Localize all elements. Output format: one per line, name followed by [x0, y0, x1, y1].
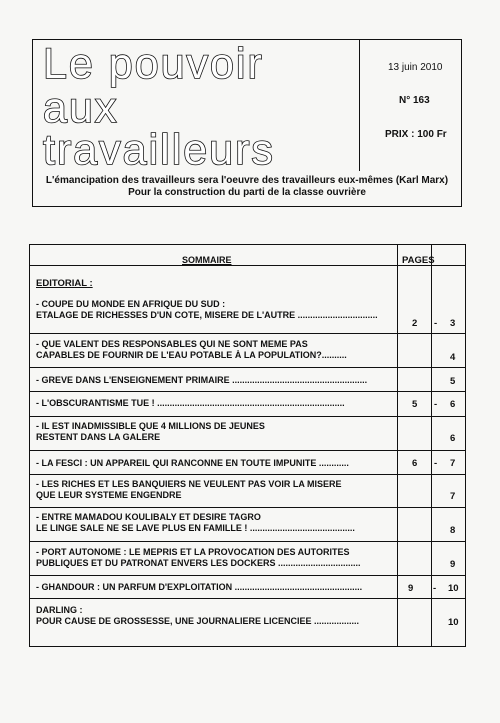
page-start: 9	[408, 583, 414, 594]
page-range-dash: -	[434, 458, 438, 469]
page-end: 3	[450, 318, 456, 329]
page-number: 4	[450, 352, 456, 363]
masthead	[32, 39, 462, 207]
editorial-label: EDITORIAL :	[36, 278, 93, 289]
page-range-dash: -	[434, 399, 438, 410]
pages-heading: PAGES	[402, 255, 435, 266]
toc-entry	[36, 512, 396, 534]
toc-entry-line: RESTENT DANS LA GALERE	[36, 432, 161, 442]
page-end: 7	[450, 458, 456, 469]
toc-entry	[36, 339, 396, 361]
separator	[30, 450, 465, 451]
separator	[30, 367, 465, 368]
toc-entry	[36, 421, 396, 443]
separator	[30, 391, 465, 392]
masthead-title-line2: aux	[43, 84, 119, 132]
page-number: 8	[450, 525, 456, 536]
toc-entry-line: CAPABLES DE FOURNIR DE L'EAU POTABLE À LA POPULATION?..........	[36, 350, 347, 360]
page-end: 10	[448, 583, 459, 594]
issue-number: N° 163	[399, 95, 430, 106]
page-start: 2	[412, 318, 418, 329]
toc-heading: SOMMAIRE	[182, 255, 232, 265]
toc-header	[30, 245, 465, 266]
toc-entry-line: - IL EST INADMISSIBLE QUE 4 MILLIONS DE JEUNES	[36, 421, 265, 431]
table-of-contents	[29, 244, 466, 647]
toc-entry	[36, 605, 396, 627]
column-divider-left	[397, 245, 398, 646]
toc-entry	[36, 375, 396, 386]
toc-entry-line: - LES RICHES ET LES BANQUIERS NE VEULENT PAS VOIR LA MISERE	[36, 479, 342, 489]
page-start: 5	[412, 399, 418, 410]
page-number: 7	[450, 491, 456, 502]
page-number: 6	[450, 433, 456, 444]
toc-entry	[36, 582, 396, 593]
motto-line2: Pour la construction du parti de la classe ouvrière	[128, 187, 366, 198]
toc-entry-line: - L'OBSCURANTISME TUE ! ...........................................................................	[36, 398, 345, 408]
toc-entry-line: LE LINGE SALE NE SE LAVE PLUS EN FAMILLE ! ..........................................	[36, 523, 355, 533]
toc-entry-line: QUE LEUR SYSTEME ENGENDRE	[36, 490, 182, 500]
page-number: 10	[448, 617, 459, 628]
toc-entry	[36, 458, 396, 469]
toc-entry-line: - GHANDOUR : UN PARFUM D'EXPLOITATION ...................................................	[36, 582, 363, 592]
masthead-title-line3: travailleurs	[43, 126, 275, 174]
toc-entry	[36, 479, 396, 501]
toc-entry-line: DARLING :	[36, 605, 83, 615]
page-start: 6	[412, 458, 418, 469]
toc-entry-line: PUBLIQUES ET DU PATRONAT ENVERS LES DOCKERS .................................	[36, 558, 361, 568]
separator	[30, 416, 465, 417]
toc-entry	[36, 398, 396, 409]
toc-entry-line: ETALAGE DE RICHESSES D'UN COTE, MISERE DE L'AUTRE ................................	[36, 310, 378, 320]
issue-date: 13 juin 2010	[388, 62, 443, 73]
separator	[30, 507, 465, 508]
toc-entry	[36, 299, 396, 321]
toc-entry-line: - COUPE DU MONDE EN AFRIQUE DU SUD :	[36, 299, 226, 309]
toc-entry-line: - PORT AUTONOME : LE MEPRIS ET LA PROVOCATION DES AUTORITES	[36, 547, 350, 557]
column-divider-right	[431, 245, 432, 646]
toc-entry-line: POUR CAUSE DE GROSSESSE, UNE JOURNALIERE LICENCIEE ..................	[36, 616, 360, 626]
toc-entry-line: - GREVE DANS L'ENSEIGNEMENT PRIMAIRE ......................................................	[36, 375, 368, 385]
page-number: 5	[450, 376, 456, 387]
separator	[30, 333, 465, 334]
masthead-title-line1: Le pouvoir	[43, 40, 264, 88]
toc-entry	[36, 547, 396, 569]
page-end: 6	[450, 399, 456, 410]
separator	[30, 598, 465, 599]
page-number: 9	[450, 559, 456, 570]
masthead-title-box	[33, 40, 360, 174]
toc-entry-line: - QUE VALENT DES RESPONSABLES QUI NE SONT MEME PAS	[36, 339, 308, 349]
toc-entry-line: - LA FESCI : UN APPAREIL QUI RANCONNE EN TOUTE IMPUNITE ............	[36, 458, 349, 468]
separator	[30, 575, 465, 576]
separator	[30, 541, 465, 542]
separator	[30, 474, 465, 475]
motto-line1: L'émancipation des travailleurs sera l'oeuvre des travailleurs eux-mêmes (Karl Marx)	[45, 175, 449, 186]
toc-entry-line: - ENTRE MAMADOU KOULIBALY ET DESIRE TAGRO	[36, 512, 261, 522]
page-range-dash: -	[433, 583, 437, 594]
page-range-dash: -	[434, 318, 438, 329]
issue-price: PRIX : 100 Fr	[385, 129, 447, 140]
